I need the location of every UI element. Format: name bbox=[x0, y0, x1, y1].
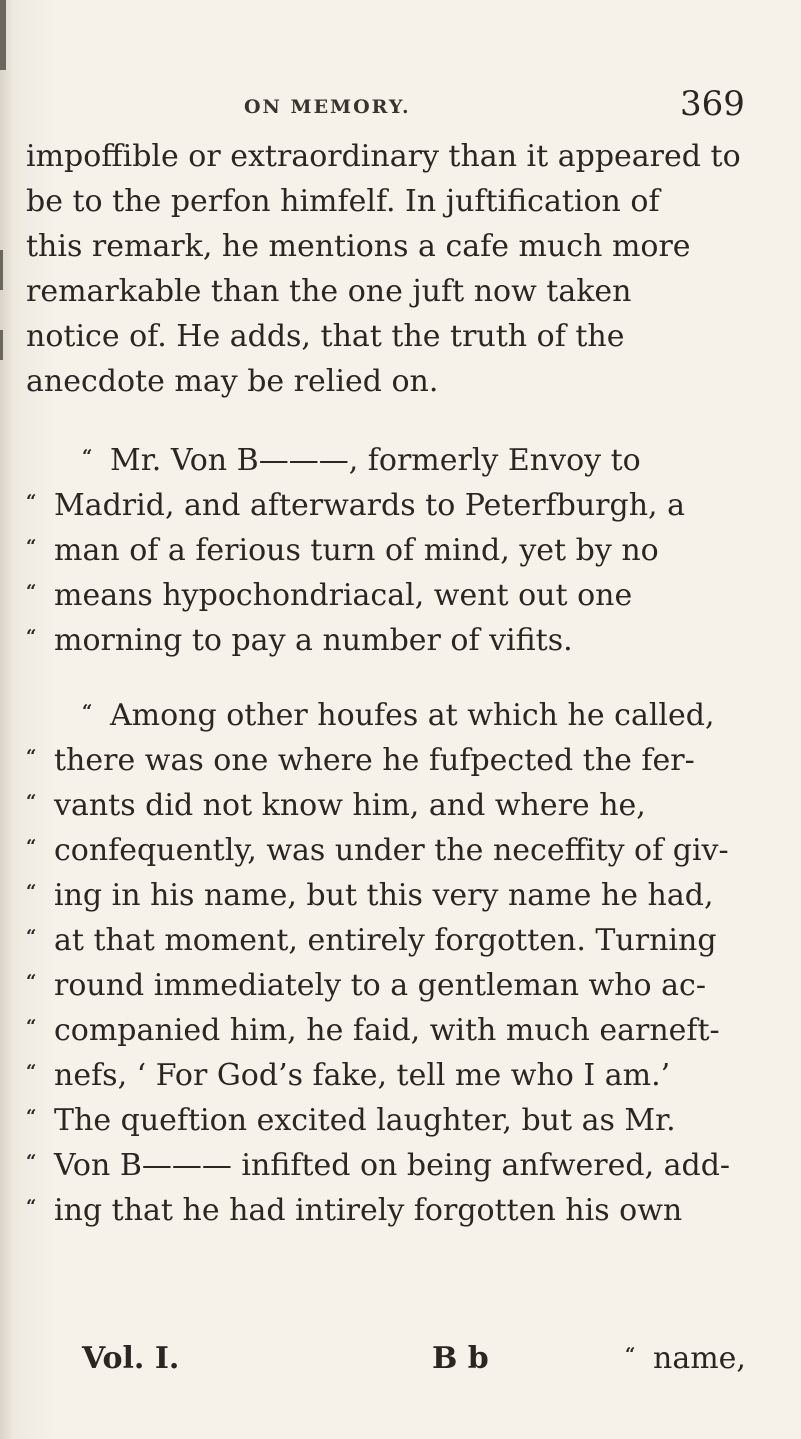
quote-mark: “ bbox=[26, 1196, 37, 1217]
page-footer bbox=[26, 1336, 766, 1381]
quoted-line: “ morning to pay a number of vifits. bbox=[26, 618, 766, 663]
quote-mark: “ bbox=[26, 971, 37, 992]
quoted-line: “ Mr. Von B———, formerly Envoy to bbox=[26, 438, 766, 483]
quoted-line: “ companied him, he faid, with much earneft- bbox=[26, 1008, 766, 1053]
quoted-line: “ at that moment, entirely forgotten. Turning bbox=[26, 918, 766, 963]
page-number: 369 bbox=[680, 84, 745, 124]
quote-mark: “ bbox=[82, 446, 93, 467]
body-text bbox=[26, 134, 766, 1233]
quoted-line: “ Madrid, and afterwards to Peterfburgh, a bbox=[26, 483, 766, 528]
text-line: remarkable than the one juft now taken bbox=[26, 274, 632, 309]
text-line: be to the perfon himfelf. In juftification of bbox=[26, 184, 660, 219]
quote-mark: “ bbox=[26, 881, 37, 902]
quoted-line: “ means hypochondriacal, went out one bbox=[26, 573, 766, 618]
text-line: impoffible or extraordinary than it appeared to bbox=[26, 139, 741, 174]
volume-mark: Vol. I. bbox=[82, 1341, 180, 1376]
binding-edge-mark bbox=[0, 330, 3, 360]
binding-edge bbox=[0, 0, 6, 70]
quote-mark: “ bbox=[26, 746, 37, 767]
quoted-line: “ The queftion excited laughter, but as Mr. bbox=[26, 1098, 766, 1143]
quoted-line: “ ing in his name, but this very name he had, bbox=[26, 873, 766, 918]
catchword bbox=[625, 1336, 746, 1381]
quoted-line: “ man of a ferious turn of mind, yet by no bbox=[26, 528, 766, 573]
quoted-line: “ ing that he had intirely forgotten his own bbox=[26, 1188, 766, 1233]
quote-mark: “ bbox=[26, 836, 37, 857]
quote-mark: “ bbox=[26, 581, 37, 602]
quote-mark: “ bbox=[26, 926, 37, 947]
quoted-line: “ round immediately to a gentleman who ac- bbox=[26, 963, 766, 1008]
quote-mark: “ bbox=[26, 1061, 37, 1082]
quoted-line: “ vants did not know him, and where he, bbox=[26, 783, 766, 828]
text-line: anecdote may be relied on. bbox=[26, 364, 439, 399]
text-line: this remark, he mentions a cafe much more bbox=[26, 229, 691, 264]
quoted-line: “ nefs, ‘ For God’s fake, tell me who I am.’ bbox=[26, 1053, 766, 1098]
paragraph-gap bbox=[26, 663, 766, 693]
quote-mark: “ bbox=[26, 536, 37, 557]
running-head: ON MEMORY. bbox=[244, 96, 411, 118]
quoted-line: “ there was one where he fufpected the fer- bbox=[26, 738, 766, 783]
sheet-signature: B b bbox=[432, 1341, 489, 1376]
quoted-line: “ Among other houfes at which he called, bbox=[26, 693, 766, 738]
quote-mark: “ bbox=[26, 491, 37, 512]
quote-mark: “ bbox=[26, 1151, 37, 1172]
quote-mark: “ bbox=[26, 626, 37, 647]
paragraph-gap bbox=[26, 404, 766, 438]
quote-mark: “ bbox=[82, 701, 93, 722]
binding-edge-mark bbox=[0, 250, 3, 290]
page-header bbox=[0, 78, 801, 138]
quoted-line: “ confequently, was under the neceffity of giv- bbox=[26, 828, 766, 873]
quote-mark: “ bbox=[26, 1106, 37, 1127]
quote-mark: “ bbox=[26, 791, 37, 812]
quote-mark: “ bbox=[26, 1016, 37, 1037]
quote-mark: “ bbox=[625, 1344, 636, 1365]
quoted-line: “ Von B——— infifted on being anfwered, add- bbox=[26, 1143, 766, 1188]
text-line: notice of. He adds, that the truth of the bbox=[26, 319, 625, 354]
catchword-text: name, bbox=[653, 1341, 746, 1376]
